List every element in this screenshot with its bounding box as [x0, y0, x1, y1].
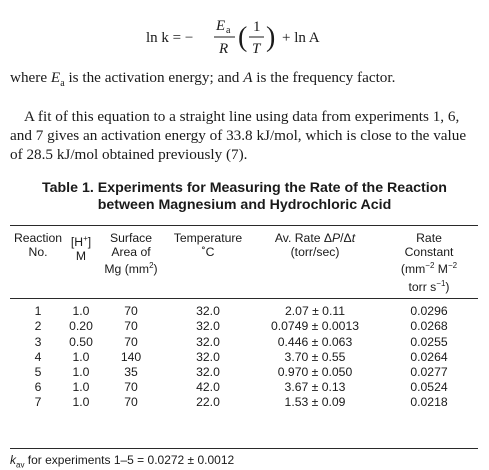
header-text: Constant [404, 244, 454, 259]
table-row [10, 365, 478, 380]
header-average-rate [250, 232, 380, 294]
table-cell: 2 [34, 319, 42, 334]
table-row [10, 380, 478, 395]
header-text: No. [28, 244, 48, 259]
header-text: Rate [416, 231, 442, 245]
table-bottom-rule [10, 448, 478, 449]
table-cell: 70 [124, 334, 138, 349]
table-row [10, 350, 478, 365]
experiments-table [10, 232, 478, 411]
header-text: Av. Rate Δ [274, 231, 333, 245]
table-cell: 0.970 ± 0.050 [277, 364, 353, 379]
footnote-symbol-k: k [10, 453, 16, 467]
table-caption-line-1: Table 1. Experiments for Measuring the Rate of the Reaction [42, 180, 447, 196]
superscript: 2 [149, 261, 154, 270]
table-row [10, 335, 478, 350]
footnote-subscript-av: av [16, 460, 25, 470]
superscript: −1 [436, 278, 446, 288]
header-text: (mm [400, 262, 426, 277]
equation-paren-close: ) [266, 22, 276, 53]
table-cell: 0.0268 [410, 319, 448, 334]
table-cell: 32.0 [196, 364, 220, 379]
table-body [10, 294, 478, 410]
header-text: ˚C [201, 244, 215, 259]
header-text: Mg (mm [104, 262, 150, 277]
table-caption-line-2: between Magnesium and Hydrochloric Acid [97, 197, 392, 213]
header-text: Temperature [173, 231, 243, 245]
table-cell: 3.70 ± 0.55 [284, 349, 346, 364]
table-cell: 22.0 [196, 395, 220, 410]
table-cell: 3.67 ± 0.13 [284, 380, 346, 395]
header-text [96, 259, 166, 277]
gap-cell [10, 294, 478, 304]
table-cell: 7 [34, 395, 42, 410]
header-text: Surface [109, 231, 152, 245]
table-cell: 32.0 [196, 334, 220, 349]
footnote-text: for experiments 1–5 = 0.0272 ± 0.0012 [24, 453, 235, 467]
equation-inner-numerator: 1 [253, 19, 261, 35]
superscript: + [83, 234, 88, 243]
table-header-row [10, 232, 478, 294]
header-text [250, 232, 380, 246]
header-text: M [75, 248, 87, 263]
table-cell: 0.20 [69, 319, 93, 334]
header-text: ) [445, 279, 450, 294]
equation-inner-denominator: T [252, 41, 261, 57]
table-cell: 1 [34, 304, 42, 319]
table-cell: 0.446 ± 0.063 [277, 334, 353, 349]
header-text: P [332, 231, 341, 245]
table-cell: 70 [124, 304, 138, 319]
table-cell: 0.0277 [410, 364, 448, 379]
table-cell: 6 [34, 380, 42, 395]
table-cell: 2.07 ± 0.11 [285, 304, 345, 319]
table-top-rule [10, 225, 478, 226]
header-temperature [166, 232, 250, 294]
table-cell: 70 [124, 395, 138, 410]
header-reaction-no [10, 232, 66, 294]
equation-numerator-sub: a [226, 25, 231, 36]
header-text: M [434, 262, 448, 277]
table-cell: 42.0 [196, 380, 220, 395]
table-cell: 0.0264 [410, 349, 448, 364]
paragraph-activation-definition [10, 68, 478, 93]
table-row [10, 395, 478, 410]
header-text: torr s [408, 279, 437, 294]
table-cell: 1.0 [72, 380, 90, 395]
header-text: t [351, 231, 356, 245]
table-cell: 32.0 [196, 319, 220, 334]
table-cell: 70 [124, 319, 138, 334]
table-cell: 5 [34, 364, 42, 379]
paragraph-text: is the frequency factor. [252, 69, 396, 86]
header-text [380, 259, 478, 277]
header-rate-constant [380, 232, 478, 294]
table-cell: 0.0255 [410, 334, 448, 349]
equation-ln-k [0, 8, 489, 64]
table-cell: 3 [34, 334, 42, 349]
table-cell: 1.0 [72, 304, 90, 319]
paragraph-text: is the activation energy; and [64, 69, 244, 86]
table-cell: 1.0 [72, 349, 90, 364]
header-surface-area [96, 232, 166, 294]
variable-A: A [243, 69, 253, 86]
table-cell: 0.0749 ± 0.0013 [270, 319, 359, 334]
equation-rhs: + ln A [282, 30, 320, 46]
equation-lhs: ln k = − [146, 30, 194, 46]
header-text: Area of [111, 244, 151, 259]
table-cell: 4 [34, 349, 42, 364]
equation-paren-open: ( [238, 22, 248, 53]
table-caption [0, 180, 489, 214]
table-row [10, 304, 478, 319]
table-cell: 140 [120, 349, 142, 364]
equation-denominator: R [219, 41, 229, 57]
header-text: ] [87, 235, 92, 250]
table-cell: 0.0218 [410, 395, 448, 410]
superscript: −2 [447, 261, 458, 270]
table-cell: 1.0 [72, 395, 90, 410]
header-concentration [66, 232, 96, 294]
header-text: Reaction [13, 231, 63, 245]
variable-subscript-a: a [60, 78, 65, 90]
table-cell: 70 [124, 380, 138, 395]
header-text [380, 277, 478, 295]
header-text: [H [70, 235, 84, 250]
header-text: ) [153, 262, 158, 277]
table-footnote [10, 453, 234, 469]
table-header-rule [10, 298, 478, 299]
superscript: −2 [425, 261, 435, 270]
equation-graphic [0, 8, 489, 64]
table-cell: 0.0296 [410, 304, 448, 319]
table-cell: 1.0 [72, 364, 90, 379]
table-cell: 32.0 [196, 304, 220, 319]
paragraph-text: where [10, 69, 51, 86]
header-text: /Δ [340, 231, 352, 245]
equation-numerator: E [216, 18, 226, 34]
table-cell: 35 [124, 364, 138, 379]
table-cell: 1.53 ± 0.09 [284, 395, 346, 410]
variable-E: E [50, 69, 61, 86]
header-text [66, 232, 96, 250]
table-header-gap [10, 294, 478, 304]
table-cell: 0.0524 [410, 380, 448, 395]
table-cell: 32.0 [196, 349, 220, 364]
table-cell: 0.50 [69, 334, 93, 349]
paragraph-fit-result: A fit of this equation to a straight line using data from experiments 1, 6, and 7 gives an activation energy of 33.8 kJ/mol, which is close to the value of 28.5 kJ/mol obtained previously (7). [10, 108, 467, 163]
header-text: (torr/sec) [290, 244, 340, 259]
table-row [10, 319, 478, 334]
